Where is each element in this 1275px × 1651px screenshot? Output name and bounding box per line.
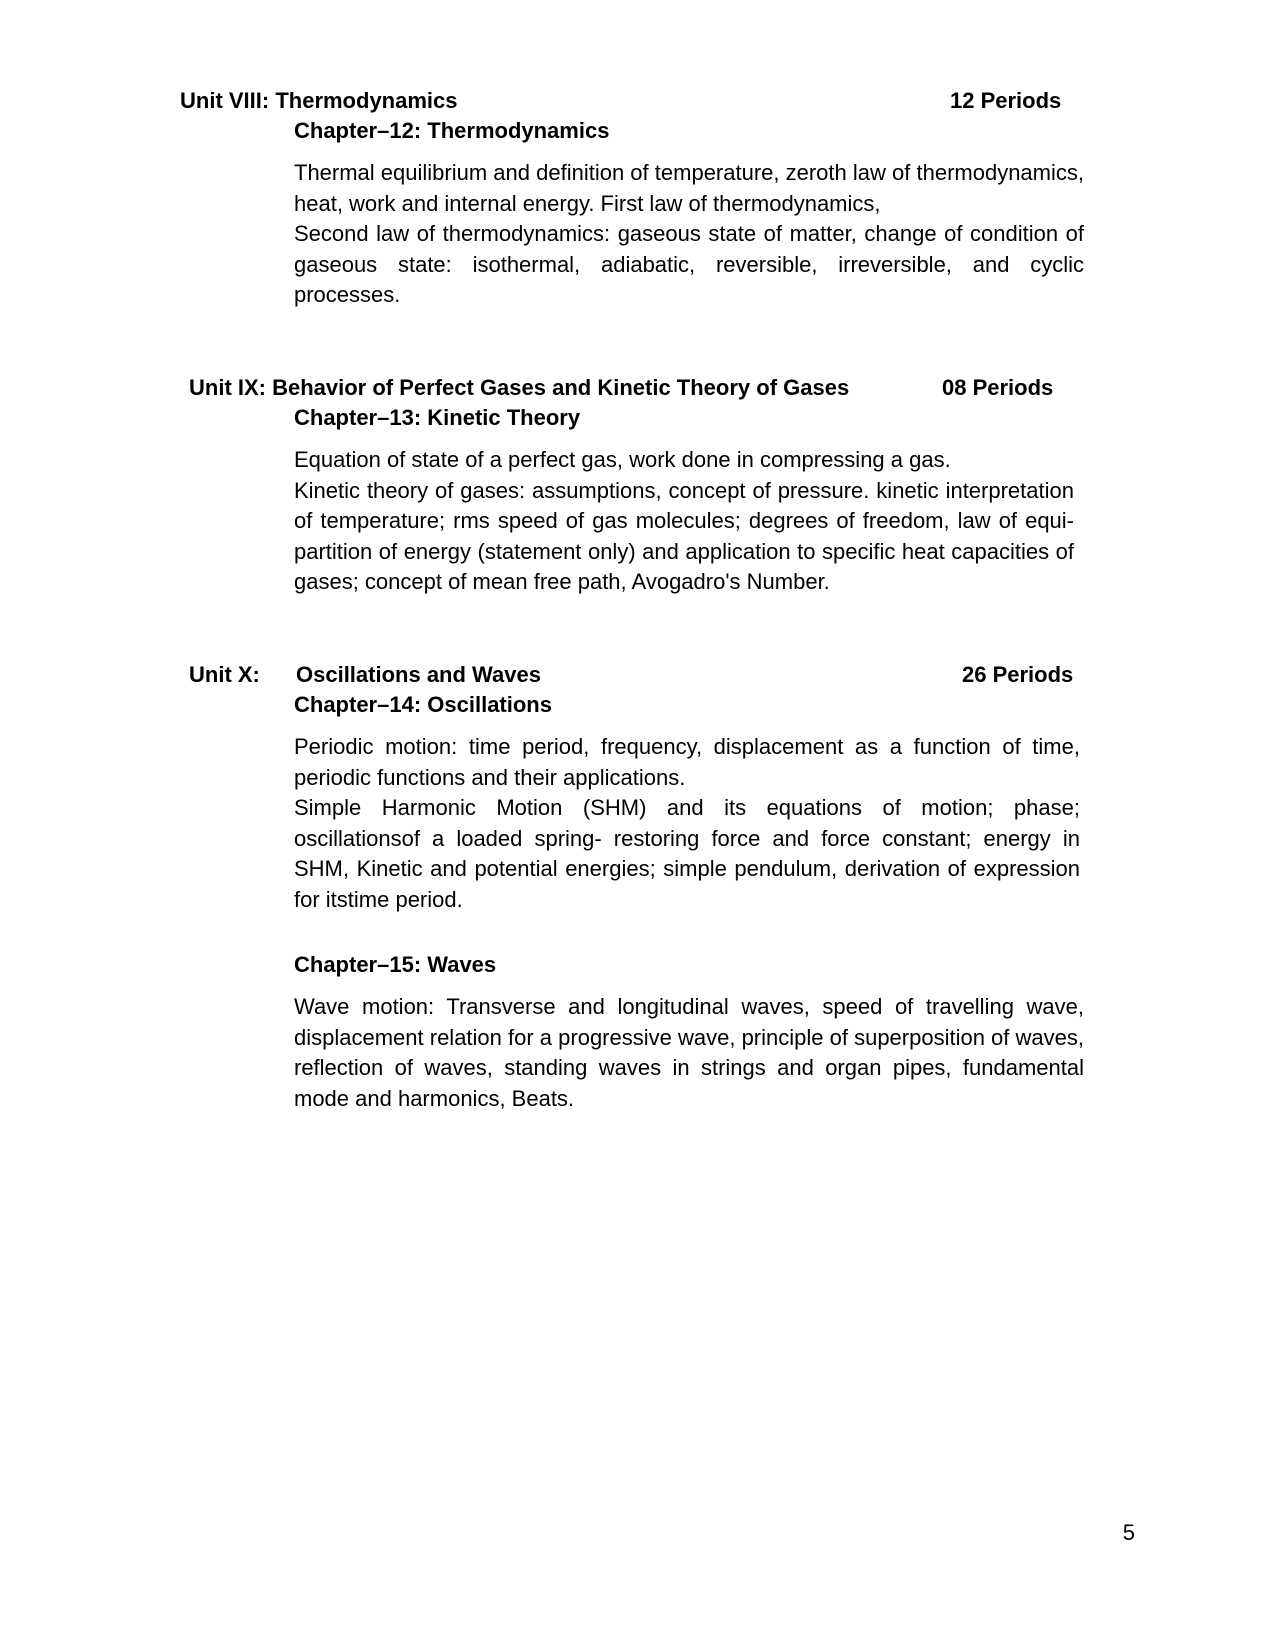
unit-8-heading: Unit VIII: Thermodynamics: [180, 88, 458, 113]
chapter-14-title: Chapter–14: Oscillations: [294, 692, 552, 717]
chapter-15-paragraph-1: Wave motion: Transverse and longitudinal waves, speed of travelling wave, displacement relation for a progressive wave, principle of superposition of waves, reflection of waves, standing waves in strings and organ pipes, fundamental mode and harmonics, Beats.: [294, 994, 1084, 1111]
unit-8-periods: 12 Periods: [950, 88, 1062, 113]
chapter-15-title: Chapter–15: Waves: [294, 952, 497, 977]
chapter-12-paragraph-1: Thermal equilibrium and definition of temperature, zeroth law of thermodynamics, heat, work and internal energy. First law of thermodynamics,: [294, 160, 1084, 216]
unit-10-label: Unit X:: [189, 662, 260, 687]
chapter-15-body: [294, 992, 1084, 1114]
unit-9-heading: Unit IX: Behavior of Perfect Gases and Kinetic Theory of Gases: [189, 375, 850, 400]
chapter-12-paragraph-2: Second law of thermodynamics: gaseous state of matter, change of condition of gaseous state: isothermal, adiabatic, reversible, irreversible, and cyclic processes.: [294, 221, 1084, 308]
page-number: 5: [1122, 1520, 1135, 1545]
chapter-13-title: Chapter–13: Kinetic Theory: [294, 405, 581, 430]
chapter-13-paragraph-1: Equation of state of a perfect gas, work done in compressing a gas.: [294, 447, 951, 472]
chapter-14-paragraph-1: Periodic motion: time period, frequency, displacement as a function of time, periodic functions and their applications.: [294, 734, 1080, 790]
chapter-14-body: [294, 732, 1080, 916]
chapter-12-body: [294, 158, 1084, 311]
chapter-13-body: [294, 445, 1074, 598]
unit-10-heading: Oscillations and Waves: [296, 662, 541, 687]
unit-9-periods: 08 Periods: [942, 375, 1054, 400]
unit-10-periods: 26 Periods: [962, 662, 1074, 687]
chapter-13-paragraph-2: Kinetic theory of gases: assumptions, concept of pressure. kinetic interpretation of temperature; rms speed of gas molecules; degrees of freedom, law of equi-partition of energy (statement only) and application to specific heat capacities of gases; concept of mean free path, Avogadro's Number.: [294, 477, 1074, 595]
chapter-14-paragraph-2: Simple Harmonic Motion (SHM) and its equations of motion; phase; oscillationsof a loaded spring- restoring force and force constant; energy in SHM, Kinetic and potential energies; simple pendulum, derivation of expression for itstime period.: [294, 795, 1080, 912]
chapter-12-title: Chapter–12: Thermodynamics: [294, 118, 610, 143]
